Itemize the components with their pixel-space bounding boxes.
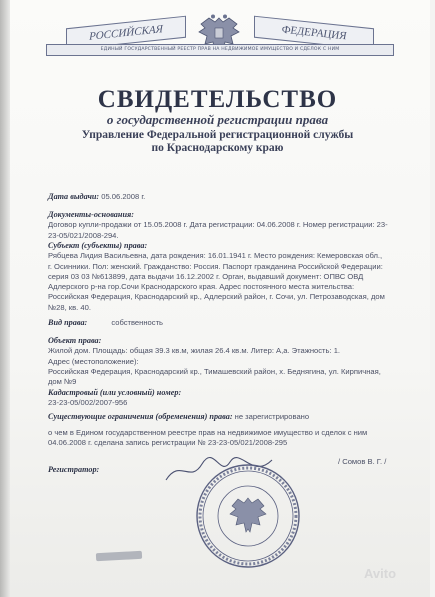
issue-date-row — [48, 192, 388, 202]
authority-line-2: по Краснодарскому краю — [151, 142, 284, 154]
registrar-name: / Сомов В. Г. / — [338, 457, 387, 466]
official-seal-icon — [194, 462, 302, 570]
restrictions-label: Существующие ограничения (обременения) права: — [48, 412, 233, 421]
registrar-label: Регистратор: — [48, 465, 100, 474]
documents-section — [48, 210, 388, 241]
object-section — [48, 336, 388, 387]
banner-label-right: ФЕДЕРАЦИЯ — [254, 16, 374, 51]
object-label: Объект права: — [48, 336, 102, 345]
object-line-1: Жилой дом. Площадь: общая 39.3 кв.м, жилая 26.4 кв.м. Литер: А,а. Этажность: 1. — [48, 346, 341, 356]
right-type-label: Вид права: — [48, 318, 88, 327]
object-line-3: Российская Федерация, Краснодарский кр., Тимашевский район, х. Беднягина, ул. Кирпичная, дом №9 — [48, 366, 381, 387]
authority-line-1: Управление Федеральной регистрационной службы — [81, 129, 354, 141]
registry-band: ЕДИНЫЙ ГОСУДАРСТВЕННЫЙ РЕЕСТР ПРАВ НА НЕДВИЖИМОЕ ИМУЩЕСТВО И СДЕЛОК С НИМ — [46, 44, 394, 56]
issue-date-value: 05.06.2008 г. — [101, 192, 146, 201]
cadastral-section — [48, 388, 388, 409]
document-subtitle: о государственной регистрации права — [106, 112, 329, 127]
documents-label: Документы-основания: — [48, 210, 134, 219]
restrictions-row — [48, 412, 388, 422]
registry-record-text: о чем в Едином государственном реестре прав на недвижимое имущество и сделок с ним 04.06.2008 г. сделана запись регистрации № 23-23-05/021/2008-295 — [48, 428, 368, 448]
document-title: СВИДЕТЕЛЬСТВО — [97, 86, 338, 113]
registry-record — [48, 428, 388, 449]
restrictions-value: не зарегистрировано — [234, 412, 310, 421]
issue-date-label: Дата выдачи: — [48, 192, 100, 201]
subject-section — [48, 241, 388, 313]
issuing-authority — [0, 129, 435, 155]
right-type-value: собственность — [111, 318, 164, 327]
right-type-row — [48, 318, 388, 328]
subject-value: Рябцева Лидия Васильевна, дата рождения: 16.01.1941 г. Место рождения: Кемеровская обл., г. Осинники. Пол: женский. Гражданство: Россия. Паспорт гражданина Российской Федерации: серия 03 03 №613899, дата выдачи 16.12.2002 г. Орган, выдавший документ: ОПВС ОВД Адлерского р-на гор.Сочи Краснодарского края. Адрес постоянного места жительства: Российская Федерация, Краснодарский кр., Адлерский район, г. Сочи, ул. Петрозаводская, дом №28, кв. 40. — [48, 251, 385, 312]
documents-value: Договор купли-продажи от 15.05.2008 г. Дата регистрации: 04.06.2008 г. Номер регистрации: 23-23-05/021/2008-294. — [48, 220, 388, 240]
subject-label: Субъект (субъекты) права: — [48, 241, 148, 250]
watermark-logo: Avito — [364, 566, 397, 581]
object-line-2: Адрес (местоположение): — [48, 356, 139, 366]
banner-label-left: РОССИЙСКАЯ — [66, 16, 186, 51]
cadastral-value: 23-23-05/002/2007-956 — [48, 398, 128, 408]
cadastral-label: Кадастровый (или условный) номер: — [48, 388, 182, 397]
certificate-banner — [46, 14, 392, 60]
